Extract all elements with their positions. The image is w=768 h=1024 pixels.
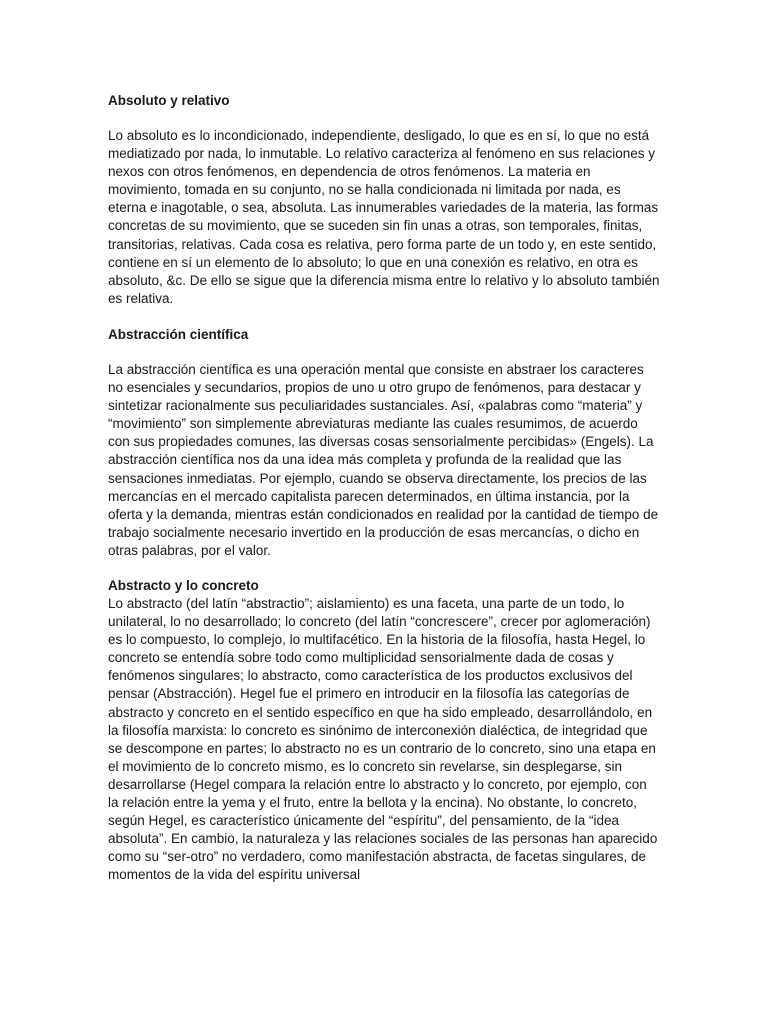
section-body-abstraccion-cientifica: La abstracción científica es una operación mental que consiste en abstraer los caracteres no esenciales y secundarios, propios de uno u otro grupo de fenómenos, para destacar y sintetizar racionalmente sus peculiaridades sustanciales. Así, «palabras como “materia” y “movimiento” son simplemente abreviaturas mediante las cuales resumimos, de acuerdo con sus propiedades comunes, las diversas cosas sensorialmente percibidas» (Engels). La abstracción científica nos da una idea más completa y profunda de la realidad que las sensaciones inmediatas. Por ejemplo, cuando se observa directamente, los precios de las mercancías en el mercado capitalista parecen determinados, en última instancia, por la oferta y la demanda, mientras están condicionados en realidad por la cantidad de tiempo de trabajo socialmente necesario invertido en la producción de esas mercancías, o dicho en otras palabras, por el valor. bbox=[108, 361, 659, 558]
section-body-abstracto-y-lo-concreto: Lo abstracto (del latín “abstractio”; aislamiento) es una faceta, una parte de un todo, lo unilateral, lo no desarrollado; lo concreto (del latín “concrescere”, crecer por aglomeración) es lo compuesto, lo complejo, lo multifacético. En la historia de la filosofía, hasta Hegel, lo concreto se entendía sobre todo como multiplicidad sensorialmente dada de cosas y fenómenos singulares; lo abstracto, como característica de los productos exclusivos del pensar (Abstracción). Hegel fue el primero en introducir en la filosofía las categorías de abstracto y concreto en el sentido específico en que ha sido empleado, desarrollándolo, en la filosofía marxista: lo concreto es sinónimo de interconexión dialéctica, de integridad que se descompone en partes; lo abstracto no es un contrario de lo concreto, sino una etapa en el movimiento de lo concreto mismo, es lo concreto sin revelarse, sin desplegarse, sin desarrollarse (Hegel compara la relación entre lo abstracto y lo concreto, por ejemplo, con la relación entre la yema y el fruto, entre la bellota y la encina). No obstante, lo concreto, según Hegel, es característico únicamente del “espíritu”, del pensamiento, de la “idea absoluta”. En cambio, la naturaleza y las relaciones sociales de las personas han aparecido como su “ser-otro” no verdadero, como manifestación abstracta, de facetas singulares, de momentos de la vida del espíritu universal bbox=[108, 595, 658, 883]
document-page bbox=[108, 92, 660, 884]
section-body-absoluto-y-relativo: Lo absoluto es lo incondicionado, independiente, desligado, lo que es en sí, lo que no está mediatizado por nada, lo inmutable. Lo relativo caracteriza al fenómeno en sus relaciones y nexos con otros fenómenos, en dependencia de otros fenómenos. La materia en movimiento, tomada en su conjunto, no se halla condicionada ni limitada por nada, es eterna e inagotable, o sea, absoluta. Las innumerables variedades de la materia, las formas concretas de su movimiento, que se suceden sin fin unas a otras, son temporales, finitas, transitorias, relativas. Cada cosa es relativa, pero forma parte de un todo y, en este sentido, contiene en sí un elemento de lo absoluto; lo que en una conexión es relativo, en otra es absoluto, &c. De ello se sigue que la diferencia misma entre lo relativo y lo absoluto también es relativa. bbox=[108, 128, 660, 306]
section-title-absoluto-y-relativo: Absoluto y relativo bbox=[108, 93, 230, 108]
section-title-abstracto-y-lo-concreto: Abstracto y lo concreto bbox=[108, 577, 259, 593]
section-title-abstraccion-cientifica: Abstracción científica bbox=[108, 326, 249, 342]
